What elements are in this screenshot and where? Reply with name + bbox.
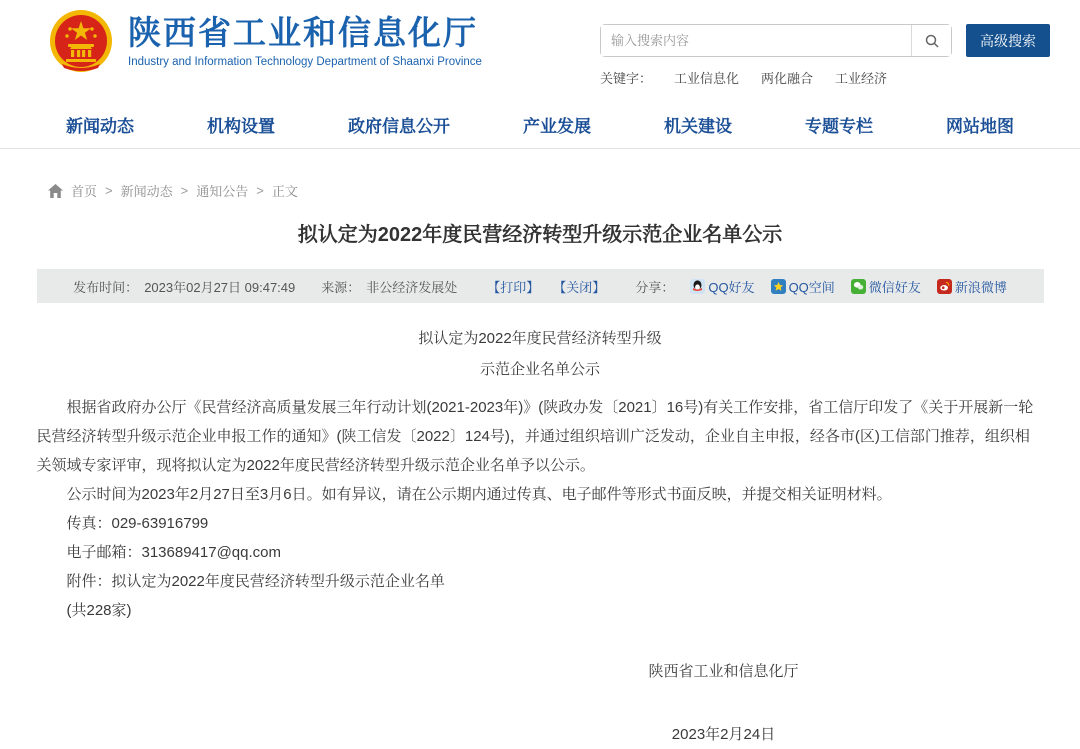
page-title: 拟认定为2022年度民营经济转型升级示范企业名单公示 <box>297 224 783 246</box>
main-nav <box>0 100 1080 149</box>
keyword-link[interactable]: 工业经济 <box>835 71 888 86</box>
publish-time-label: 发布时间： <box>73 279 139 295</box>
site-title-english: Industry and Information Technology Department of Shaanxi Province <box>128 55 482 68</box>
nav-item-special[interactable]: 专题专栏 <box>805 116 873 136</box>
nav-item-sitemap[interactable]: 网站地图 <box>946 116 1014 136</box>
nav-item-organization[interactable]: 机构设置 <box>207 116 275 136</box>
qzone-icon <box>771 279 786 294</box>
share-item-label: QQ好友 <box>708 279 755 295</box>
national-emblem-logo <box>48 8 114 74</box>
source-value: 非公经济发展处 <box>366 279 458 295</box>
wechat-icon <box>851 279 866 294</box>
close-button[interactable]: 【关闭】 <box>553 279 606 295</box>
site-header <box>0 0 1080 100</box>
keyword-link[interactable]: 工业信息化 <box>674 71 740 86</box>
document-title-line2: 示范企业名单公示 <box>479 361 600 378</box>
share-label: 分享： <box>635 279 675 295</box>
share-weibo[interactable] <box>937 277 1007 296</box>
fax-line: 传真：029-63916799 <box>66 515 209 532</box>
search-box <box>600 24 952 57</box>
breadcrumb-home[interactable]: 首页 <box>71 184 98 199</box>
site-title: 陕西省工业和信息化厅 <box>128 14 478 52</box>
site-brand[interactable] <box>48 8 482 74</box>
nav-item-news[interactable]: 新闻动态 <box>66 116 134 136</box>
breadcrumb-notices[interactable]: 通知公告 <box>196 184 249 199</box>
nav-item-agency[interactable]: 机关建设 <box>664 116 732 136</box>
keywords-label: 关键字： <box>600 71 653 86</box>
breadcrumb-separator: > <box>105 183 113 198</box>
share-qq-friend[interactable] <box>690 277 754 296</box>
hot-keywords <box>600 68 1052 87</box>
document-title-line1: 拟认定为2022年度民营经济转型升级 <box>418 330 662 347</box>
breadcrumb-news[interactable]: 新闻动态 <box>120 184 173 199</box>
weibo-icon <box>937 279 952 294</box>
search-area <box>600 24 1052 87</box>
qq-icon <box>690 279 705 294</box>
share-item-label: 新浪微博 <box>954 279 1007 295</box>
breadcrumb-separator: > <box>256 183 264 198</box>
advanced-search-button[interactable]: 高级搜索 <box>966 24 1050 57</box>
share-wechat[interactable] <box>851 277 921 296</box>
attachment-line[interactable]: 附件：拟认定为2022年度民营经济转型升级示范企业名单 <box>66 573 445 590</box>
source-label: 来源： <box>321 279 361 295</box>
signature: 陕西省工业和信息化厅 <box>648 663 799 680</box>
nav-item-gov-info[interactable]: 政府信息公开 <box>348 116 450 136</box>
email-line: 电子邮箱：313689417@qq.com <box>66 544 281 561</box>
share-qzone[interactable] <box>771 277 835 296</box>
keyword-link[interactable]: 两化融合 <box>761 71 814 86</box>
print-button[interactable]: 【打印】 <box>487 279 540 295</box>
paragraph: 根据省政府办公厅《民营经济高质量发展三年行动计划(2021-2023年)》(陕政办发〔2021〕16号)有关工作安排，省工信厅印发了《关于开展新一轮民营经济转型升级示范企业申报工作的通知》(陕工信发〔2022〕124号)，并通过组织培训广泛发动，企业自主申报，经各市(区)工信部门推荐，组织相关领域专家评审，现将拟认定为2022年度民营经济转型升级示范企业名单予以公示。 <box>36 399 1034 474</box>
article-body <box>37 323 1044 749</box>
breadcrumb <box>48 181 1080 200</box>
brand-text <box>128 14 482 68</box>
company-count-line: (共228家) <box>66 602 132 619</box>
publish-time-value: 2023年02月27日 09:47:49 <box>144 279 296 295</box>
nav-item-industry[interactable]: 产业发展 <box>523 116 591 136</box>
signature-date: 2023年2月24日 <box>671 726 776 743</box>
breadcrumb-separator: > <box>180 183 189 198</box>
share-item-label: QQ空间 <box>788 279 835 295</box>
home-icon <box>48 184 63 198</box>
article-meta-bar <box>37 269 1044 303</box>
search-icon[interactable] <box>911 25 951 56</box>
paragraph: 公示时间为2023年2月27日至3月6日。如有异议，请在公示期内通过传真、电子邮件等形式书面反映，并提交相关证明材料。 <box>66 486 892 503</box>
share-item-label: 微信好友 <box>868 279 921 295</box>
breadcrumb-current: 正文 <box>271 184 298 199</box>
search-input[interactable] <box>601 25 911 56</box>
